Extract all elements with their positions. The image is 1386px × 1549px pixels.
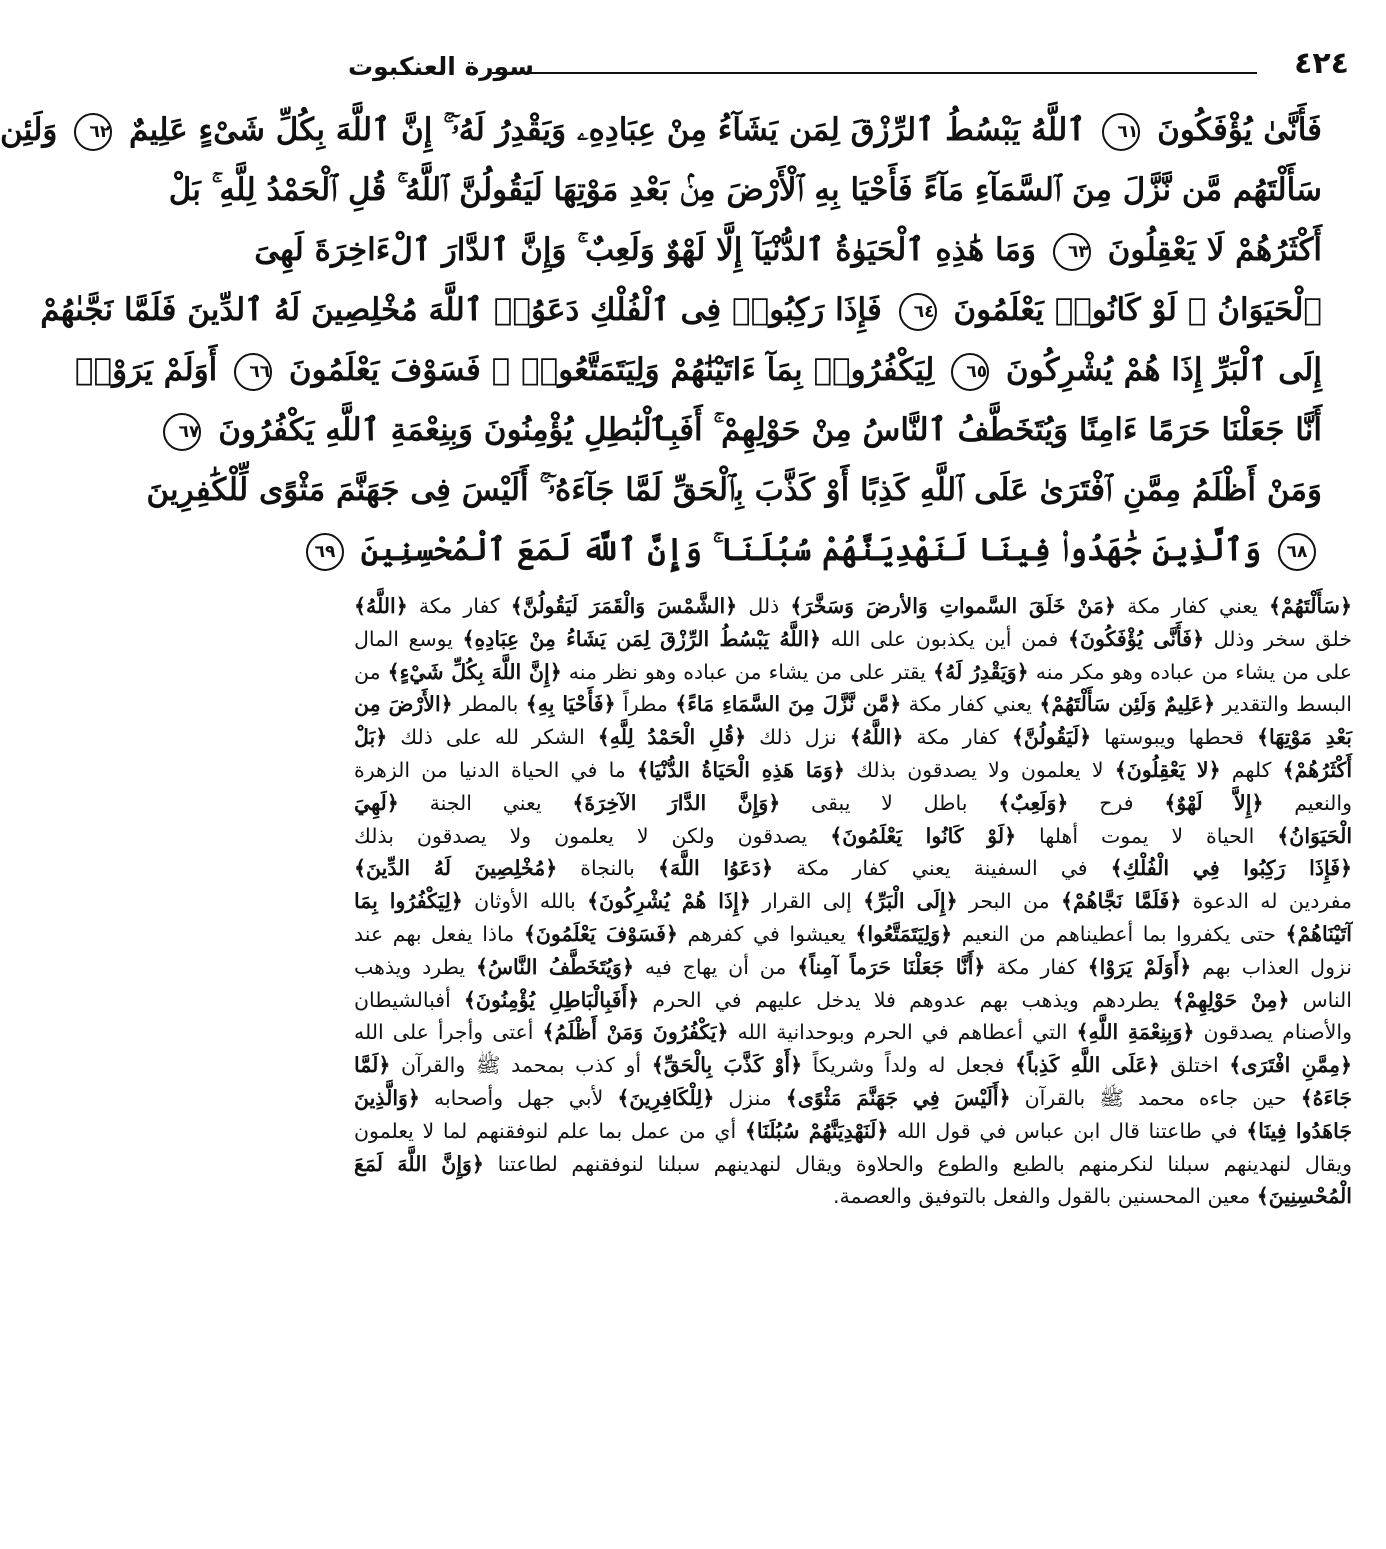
gloss: باطل لا يبقى <box>780 790 999 815</box>
gloss: أي من عمل بما علم لنوفقنهم لما لا يعلمون <box>354 1118 745 1143</box>
gloss: مطراً <box>615 692 676 717</box>
gloss: الحياة لا يموت أهلها <box>1016 823 1278 848</box>
commentary-line <box>354 688 1352 721</box>
gloss: فرح <box>1068 790 1165 815</box>
gloss: كفار مكة <box>985 954 1088 979</box>
quote: جَاهَدُوا فِينَا﴾ <box>1246 1118 1352 1143</box>
quote: ﴿مَنْ خَلَقَ السَّمواتِ وَالأرضَ وَسَخَّرَ﴾ <box>790 594 1116 618</box>
commentary-line <box>354 590 1352 623</box>
quote: ﴿إِذَا هُمْ يُشْرِكُونَ﴾ <box>587 889 751 914</box>
commentary-line <box>354 984 1352 1017</box>
quran-line-6 <box>178 400 1322 460</box>
gloss: من <box>354 659 388 684</box>
quran-line-3 <box>254 220 1322 280</box>
quran-line-1 <box>0 100 1322 160</box>
quran-segment: فَإِذَا رَكِبُوا۟ فِى ٱلْفُلْكِ دَعَوُا۟ ٱللَّهَ مُخْلِصِينَ لَهُ ٱلدِّينَ فَلَمَّا نَجَّىٰهُمْ <box>40 292 882 328</box>
commentary-line <box>354 918 1352 951</box>
gloss: من البحر <box>957 889 1061 914</box>
commentary-line <box>354 1148 1352 1181</box>
quote: ﴿وَإِنَّ الدَّارَ الآخِرَةَ﴾ <box>572 790 781 815</box>
quote: ﴿وَبِنِعْمَةِ اللَّهِ﴾ <box>1076 1020 1195 1045</box>
verse-number-marker: ٦٢ <box>74 113 112 151</box>
quote: ﴿وَيَقْدِرُ لَهُ﴾ <box>933 659 1029 684</box>
verse-number-marker: ٦٣ <box>1053 233 1091 271</box>
gloss: يطرد ويذهب <box>354 954 476 979</box>
quote: ﴿فَإِذَا رَكِبُوا فِي الْفُلْكِ﴾ <box>1110 856 1352 881</box>
gloss: حتى يكفروا بما أعطيناهم من النعيم <box>952 921 1286 946</box>
gloss: ذلل <box>737 594 791 618</box>
quote: ﴿إِنَّ اللَّهَ بِكُلِّ شَيْءٍ﴾ <box>387 659 562 684</box>
quote: ﴿لَيَقُولُنَّ﴾ <box>1011 725 1092 750</box>
quran-segment: ٱللَّهُ يَبْسُطُ ٱلرِّزْقَ لِمَن يَشَآءُ مِنْ عِبَادِهِۦ وَيَقْدِرُ لَهُۥٓ ۚ إِنَّ ٱللَّهَ بِكُلِّ شَىْءٍ عَلِيمٌ <box>129 112 1086 148</box>
gloss: يعني كفار مكة <box>1115 594 1270 618</box>
gloss: كفار مكة <box>407 594 511 618</box>
surah-name: سورة العنكبوت <box>348 52 534 81</box>
quote: أَكْثَرُهُمْ﴾ <box>1282 757 1353 782</box>
gloss: التي أعطاهم في الحرم وبوحدانية الله <box>728 1020 1077 1045</box>
gloss: فجعل له ولداً وشريكاً <box>802 1053 1015 1078</box>
quran-segment: أَكْثَرُهُمْ لَا يَعْقِلُونَ <box>1107 232 1322 268</box>
quran-segment: وَلَئِن <box>0 112 58 148</box>
gloss: إلى القرار <box>750 889 864 914</box>
quran-segment: أَنَّا جَعَلْنَا حَرَمًا ءَامِنًا وَيُتَخَطَّفُ ٱلنَّاسُ مِنْ حَوْلِهِمْ ۚ أَفَبِٱلْبَٰطِلِ يُؤْمِنُونَ وَبِنِعْمَةِ ٱللَّهِ يَكْفُرُونَ <box>218 412 1322 448</box>
gloss: بالنجاة <box>557 856 658 881</box>
quran-segment: ٱلْحَيَوَانُ ۚ لَوْ كَانُوا۟ يَعْلَمُونَ <box>953 292 1322 328</box>
quote: ﴿أَوْ كَذَّبَ بِالْحَقِّ﴾ <box>651 1053 803 1078</box>
quote: ﴿مُخْلِصِينَ لَهُ الدِّينَ﴾ <box>354 856 558 881</box>
gloss: بالله الأوثان <box>462 889 588 914</box>
quote: ﴿وَيُتَخَطَّفُ النَّاسُ﴾ <box>476 954 634 979</box>
gloss: أعتى وأجرأ على الله <box>354 1020 543 1045</box>
quote: ﴿سَأَلْتَهُمْ﴾ <box>1269 594 1352 618</box>
commentary-line <box>354 820 1352 853</box>
gloss: معين المحسنين بالقول والفعل بالتوفيق والعصمة. <box>833 1184 1257 1209</box>
gloss: من أن يهاج فيه <box>633 954 798 979</box>
quote: ﴿لَمَّا <box>354 1053 391 1078</box>
quote: ﴿أَفَبِالْبَاطِلِ يُؤْمِنُونَ﴾ <box>463 987 640 1012</box>
quote: ﴿فَأَحْيَا بِهِ﴾ <box>525 692 616 717</box>
quote: ﴿يَكْفُرُونَ وَمَنْ أَظْلَمُ﴾ <box>542 1020 729 1045</box>
quran-line-2: سَأَلْتَهُم مَّن نَّزَّلَ مِنَ ٱلسَّمَآءِ مَآءً فَأَحْيَا بِهِ ٱلْأَرْضَ مِنۢ بَعْدِ مَوْتِهَا لَيَقُولُنَّ ٱللَّهُ ۚ قُلِ ٱلْحَمْدُ لِلَّهِ ۚ بَلْ <box>168 172 1322 208</box>
page-header <box>344 44 1349 94</box>
commentary-line <box>354 1049 1352 1082</box>
quran-segment: إِلَى ٱلْبَرِّ إِذَا هُمْ يُشْرِكُونَ <box>1005 352 1322 388</box>
gloss: والأصنام يصدقون <box>1194 1020 1352 1045</box>
quote: ﴿فَلَمَّا نَجَّاهُمْ﴾ <box>1061 889 1182 914</box>
gloss: بالمطر <box>452 692 526 717</box>
commentary-line <box>354 852 1352 885</box>
gloss: البسط والتقدير <box>1215 692 1352 717</box>
quran-line-8 <box>314 520 1322 580</box>
quran-line-7: وَمَنْ أَظْلَمُ مِمَّنِ ٱفْتَرَىٰ عَلَى ٱللَّهِ كَذِبًا أَوْ كَذَّبَ بِٱلْحَقِّ لَمَّا جَآءَهُۥٓ ۚ أَلَيْسَ فِى جَهَنَّمَ مَثْوًى لِّلْكَٰفِرِينَ <box>146 472 1322 508</box>
verse-number-marker: ٦٥ <box>951 353 989 391</box>
quote: ﴿لِيَكْفُرُوا بِمَا <box>354 889 463 914</box>
gloss: اختلق <box>1159 1053 1230 1078</box>
gloss: حين جاءه محمد ﷺ بالقرآن <box>1010 1085 1301 1110</box>
quote: ﴿فَسَوْفَ يَعْلَمُونَ﴾ <box>523 921 678 946</box>
gloss: فمن أين يكذبون على الله <box>821 626 1068 651</box>
gloss: يعني كفار مكة <box>901 692 1040 717</box>
gloss: يوسع المال <box>354 626 463 651</box>
quote: الْحَيَوَانُ﴾ <box>1277 823 1353 848</box>
commentary-line <box>354 1082 1352 1115</box>
verse-number-marker: ٦٦ <box>234 353 272 391</box>
quote: ﴿أَوَلَمْ يَرَوْا﴾ <box>1087 954 1192 979</box>
gloss: في السفينة يعني كفار مكة <box>773 856 1111 881</box>
quran-line-5 <box>74 340 1322 400</box>
quote: ﴿لَنَهْدِيَنَّهُمْ سُبُلَنَا﴾ <box>744 1118 889 1143</box>
quote: جَاءَهُ﴾ <box>1300 1085 1352 1110</box>
quote: ﴿مِنْ حَوْلِهِمْ﴾ <box>1172 987 1290 1012</box>
gloss: ما في الحياة الدنيا من الزهرة <box>354 757 637 782</box>
quote: آتَيْنَاهُمْ﴾ <box>1285 921 1353 946</box>
quote: ﴿فَأَنَّى يُؤْفَكُونَ﴾ <box>1067 626 1205 651</box>
quote: ﴿مَّن نَّزَّلَ مِنَ السَّمَاءِ مَاءً﴾ <box>675 692 902 717</box>
quran-line-4 <box>40 280 1322 340</box>
quote: ﴿وَلَعِبٌ﴾ <box>998 790 1069 815</box>
gloss: والنعيم <box>1263 790 1352 815</box>
commentary-line <box>354 754 1352 787</box>
quran-text <box>0 100 1322 580</box>
gloss: يقتر على من يشاء من عباده وهو نظر منه <box>561 659 934 684</box>
tafsir-commentary <box>354 590 1352 1213</box>
gloss: أو كذب بمحمد ﷺ والقرآن <box>390 1053 652 1078</box>
verse-number-marker: ٦٩ <box>306 533 344 571</box>
quote: ﴿وَمَا هَذِهِ الْحَيَاةُ الدُّنْيَا﴾ <box>636 757 845 782</box>
quote: ﴿مِمَّنِ افْتَرَى﴾ <box>1229 1053 1352 1078</box>
quote: ﴿إِلاَّ لَهْوٌ﴾ <box>1164 790 1264 815</box>
gloss: يعيشوا في كفرهم <box>677 921 856 946</box>
quote: بَعْدِ مَوْتِهَا﴾ <box>1257 725 1352 750</box>
gloss: لا يعلمون ولا يصدقون بذلك <box>844 757 1115 782</box>
verse-number-marker: ٦٨ <box>1278 533 1316 571</box>
gloss: يعني الجنة <box>398 790 573 815</box>
page-number: ٤٢٤ <box>1294 46 1349 81</box>
gloss: في طاعتنا قال ابن عباس في قول الله <box>888 1118 1247 1143</box>
gloss: قحطها ويبوستها <box>1091 725 1258 750</box>
quote: ﴿الشَّمْسَ وَالْقَمَرَ لَيَقُولُنَّ﴾ <box>510 594 738 618</box>
quote: ﴿قُلِ الْحَمْدُ لِلَّهِ﴾ <box>597 725 747 750</box>
commentary-line <box>354 1180 1352 1213</box>
quote: ﴿وَلِيَتَمَتَّعُوا﴾ <box>855 921 953 946</box>
gloss: ماذا يفعل بهم عند <box>354 921 524 946</box>
commentary-line <box>354 1016 1352 1049</box>
quote: ﴿أَلَيْسَ فِي جَهَنَّمَ مَثْوًى﴾ <box>785 1085 1011 1110</box>
quote: ﴿لَهِيَ <box>354 790 399 815</box>
gloss: كلهم <box>1220 757 1283 782</box>
quote: ﴿اللَّهُ يَبْسُطُ الرِّزْقَ لِمَن يَشَاءُ مِنْ عِبَادِهِ﴾ <box>462 626 822 651</box>
gloss: أفبالشيطان <box>354 987 464 1012</box>
quote: ﴿عَلِيمٌ وَلَئِن سَأَلْتَهُمْ﴾ <box>1039 692 1216 717</box>
commentary-line <box>354 721 1352 754</box>
quote: ﴿أَنَّا جَعَلْنَا حَرَماً آمِناً﴾ <box>797 954 986 979</box>
gloss: الناس <box>1289 987 1352 1012</box>
quote: ﴿اللَّهُ﴾ <box>354 594 408 618</box>
quran-segment: لِيَكْفُرُوا۟ بِمَآ ءَاتَيْنَٰهُمْ وَلِيَتَمَتَّعُوا۟ ۖ فَسَوْفَ يَعْلَمُونَ <box>288 352 935 388</box>
gloss: يصدقون ولكن لا يعلمون ولا يصدقون بذلك <box>354 823 831 848</box>
quote: ﴿اللَّهُ﴾ <box>849 725 904 750</box>
quran-segment: أَوَلَمْ يَرَوْا۟ <box>74 352 218 388</box>
gloss: ويقال لنهدينهم سبلنا لنكرمنهم بالطبع والطوع والحلاوة ويقال لنهدينهم سبلنا لنوفقنهم لطاعتنا <box>483 1151 1352 1176</box>
quran-segment: وَمَا هَٰذِهِ ٱلْحَيَوٰةُ ٱلدُّنْيَآ إِلَّا لَهْوٌ وَلَعِبٌ ۚ وَإِنَّ ٱلدَّارَ ٱلْءَاخِرَةَ لَهِىَ <box>254 232 1037 268</box>
verse-number-marker: ٦٤ <box>899 293 937 331</box>
gloss: نزول العذاب بهم <box>1191 954 1352 979</box>
quote: الْمُحْسِنِينَ﴾ <box>1256 1184 1352 1209</box>
commentary-line <box>354 1115 1352 1148</box>
commentary-line <box>354 951 1352 984</box>
quran-segment: وَٱلَّذِينَ جَٰهَدُوا۟ فِينَا لَنَهْدِيَنَّهُمْ سُبُلَنَا ۚ وَإِنَّ ٱللَّهَ لَمَعَ ٱلْمُحْسِنِينَ <box>360 532 1262 568</box>
quote: ﴿وَالَّذِينَ <box>354 1085 420 1110</box>
gloss: على من يشاء من عباده وهو مكر منه <box>1028 659 1352 684</box>
quote: ﴿عَلَى اللَّهِ كَذِباً﴾ <box>1014 1053 1160 1078</box>
quran-segment: فَأَنَّىٰ يُؤْفَكُونَ <box>1157 112 1322 148</box>
commentary-line <box>354 623 1352 656</box>
quote: ﴿لِلْكَافِرِينَ﴾ <box>617 1085 715 1110</box>
quote: ﴿دَعَوُا اللَّهَ﴾ <box>657 856 774 881</box>
commentary-line <box>354 885 1352 918</box>
verse-number-marker: ٦٧ <box>163 413 201 451</box>
gloss: يطردهم ويذهب بهم عدوهم فلا يدخل عليهم في الحرم <box>639 987 1173 1012</box>
gloss: مفردين له الدعوة <box>1181 889 1353 914</box>
gloss: كفار مكة <box>903 725 1012 750</box>
commentary-line <box>354 656 1352 689</box>
gloss: لأبي جهل وأصحابه <box>419 1085 618 1110</box>
header-rule <box>492 72 1257 74</box>
gloss: نزل ذلك <box>746 725 850 750</box>
quote: ﴿وَإِنَّ اللَّهَ لَمَعَ <box>354 1151 484 1176</box>
verse-number-marker: ٦١ <box>1102 113 1140 151</box>
quote: ﴿بَلْ <box>354 725 388 750</box>
gloss: الشكر لله على ذلك <box>387 725 598 750</box>
quote: ﴿لَوْ كَانُوا يَعْلَمُونَ﴾ <box>830 823 1017 848</box>
gloss: خلق سخر وذلل <box>1204 626 1352 651</box>
gloss: منزل <box>714 1085 786 1110</box>
commentary-line <box>354 787 1352 820</box>
quote: ﴿الأَرْضَ مِن <box>354 692 453 717</box>
quote: ﴿إِلَى الْبَرِّ﴾ <box>863 889 958 914</box>
quote: ﴿لا يَعْقِلُونَ﴾ <box>1114 757 1221 782</box>
